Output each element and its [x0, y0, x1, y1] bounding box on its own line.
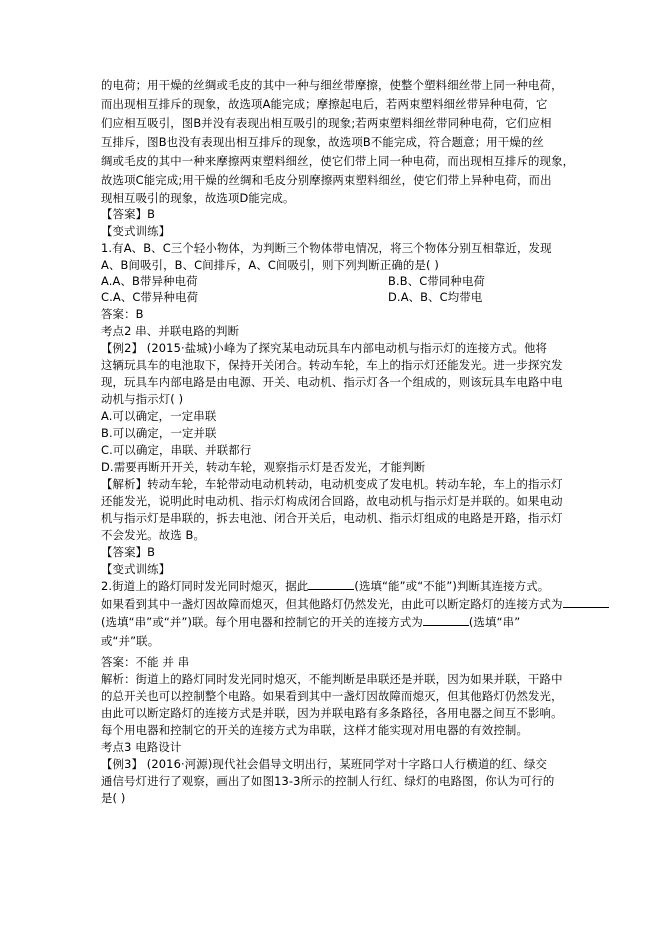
question-2-line-1: [101, 579, 549, 593]
question-1-line-2: A、B间吸引，B、C间排斥，A、C间吸引，则下列判断正确的是( ): [101, 258, 439, 272]
analysis-q2-line-2: 的总开关也可以控制整个电路。如果看到其中一盏灯因故障而熄灭，但其他路灯仍然发光，: [101, 689, 563, 703]
analysis-2-line-3: 机与指示灯是串联的，拆去电池、闭合开关后，电动机、指示灯组成的电路是开路，指示灯: [101, 511, 563, 525]
question-2-line-2: [101, 597, 609, 611]
question-1-line-1: 1.有A、B、C三个轻小物体，为判断三个物体带电情况，将三个物体分别互相靠近，发现: [101, 241, 552, 255]
example-2-option-b: B.可以确定，一定并联: [101, 426, 217, 440]
topic-3-heading: 考点3 电路设计: [101, 740, 182, 754]
analysis-2-line-1: 【解析】转动车轮，车轮带动电动机转动，电动机变成了发电机。转动车轮，车上的指示灯: [101, 477, 563, 491]
para1-line-5: 绸或毛皮的其中一种来摩擦两束塑料细丝，使它们带上同一种电荷，而出现相互排斥的现象，: [101, 154, 575, 168]
answer-2: 【答案】B: [101, 545, 156, 559]
para1-line-6: 故选项C能完成;用干燥的丝绸和毛皮分别摩擦两束塑料细丝，使它们带上异种电荷，而出: [101, 173, 552, 187]
analysis-2-line-2: 还能发光，说明此时电动机、指示灯构成闭合回路，故电动机与指示灯是并联的。如果电动: [101, 494, 563, 508]
fill-blank-2: [563, 597, 609, 608]
question-2-line-4: 或“并”联。: [101, 634, 160, 648]
option-a: A.A、B带异种电荷: [101, 274, 198, 288]
para1-line-4: 互排斥，图B也没有表现出相互排斥的现象，故选项B不能完成，符合题意；用干燥的丝: [101, 135, 544, 149]
example-2-line-2: 这辆玩具车的电池取下，保持开关闭合。转动车轮，车上的指示灯还能发光。进一步探究发: [101, 358, 563, 372]
question-2-text-d: (选填“串”或“并”)联。每个用电器和控制它的开关的连接方式为: [101, 615, 423, 629]
question-1-option-row-1: [101, 274, 486, 288]
practice-2-title: 【变式训练】: [101, 562, 171, 576]
topic-2-heading: 考点2 串、并联电路的判断: [101, 324, 240, 338]
example-2-option-c: C.可以确定，串联、并联都行: [101, 443, 252, 457]
option-c: C.A、C带异种电荷: [101, 290, 199, 304]
example-3-line-1: 【例3】 (2016·河源)现代社会倡导文明出行，某班同学对十字路口人行横道的红、绿交: [101, 757, 548, 771]
question-2-text-e: (选填“串”: [468, 615, 521, 629]
example-3-line-2: 通信号灯进行了观察，画出了如图13-3所示的控制人行红、绿灯的电路图，你认为可行的: [101, 774, 555, 788]
para1-line-2: 而出现相互排斥的现象，故选项A能完成；摩擦起电后，若两束塑料细丝带异种电荷，它: [101, 97, 548, 111]
example-2-option-a: A.可以确定，一定串联: [101, 409, 217, 423]
example-2-line-3: 现，玩具车内部电路是由电源、开关、电动机、指示灯各一个组成的，则该玩具车电路中电: [101, 375, 563, 389]
option-b: B.B、C带同种电荷: [388, 274, 486, 288]
analysis-2-line-4: 不会发光。故选 B。: [101, 528, 206, 542]
fill-blank-3: [423, 615, 469, 626]
analysis-q2-line-3: 由此可以断定路灯的连接方式是并联，因为并联电路有多条路径，各用电器之间互不影响。: [101, 706, 563, 720]
example-2-line-4: 动机与指示灯( ): [101, 392, 184, 406]
para1-line-3: 们应相互吸引，图B并没有表现出相互吸引的现象;若两束塑料细丝带同种电荷，它们应相: [101, 116, 552, 130]
para1-line-1: 的电荷；用干燥的丝绸或毛皮的其中一种与细丝带摩擦，使整个塑料细丝带上同一种电荷，: [101, 78, 563, 92]
example-3-line-3: 是( ): [101, 791, 126, 805]
practice-1-title: 【变式训练】: [101, 224, 171, 238]
question-1-answer: 答案：B: [101, 307, 144, 321]
option-d: D.A、B、C均带电: [388, 290, 483, 304]
fill-blank-1: [308, 579, 354, 590]
question-2-text-c: 如果看到其中一盏灯因故障而熄灭，但其他路灯仍然发光，由此可以断定路灯的连接方式为: [101, 597, 563, 611]
example-2-option-d: D.需要再断开开关，转动车轮，观察指示灯是否发光，才能判断: [101, 460, 426, 474]
question-2-answer: 答案：不能 并 串: [101, 655, 190, 669]
question-1-option-row-2: [101, 290, 483, 304]
answer-1: 【答案】B: [101, 207, 156, 221]
example-2-line-1: 【例2】 (2015·盐城)小峰为了探究某电动玩具车内部电动机与指示灯的连接方式。他将: [101, 341, 548, 355]
analysis-q2-line-4: 每个用电器和控制它的开关的连接方式为串联，这样才能实现对用电器的有效控制。: [101, 723, 529, 737]
analysis-q2-line-1: 解析：街道上的路灯同时发光同时熄灭，不能判断是串联还是并联，因为如果并联，干路中: [101, 672, 563, 686]
question-2-text-a: 2.街道上的路灯同时发光同时熄灭，据此: [101, 579, 309, 593]
question-2-text-b: (选填“能”或“不能”)判断其连接方式。: [354, 579, 550, 593]
para1-line-7: 现相互吸引的现象，故选项D能完成。: [101, 191, 295, 205]
question-2-line-3: [101, 615, 520, 629]
